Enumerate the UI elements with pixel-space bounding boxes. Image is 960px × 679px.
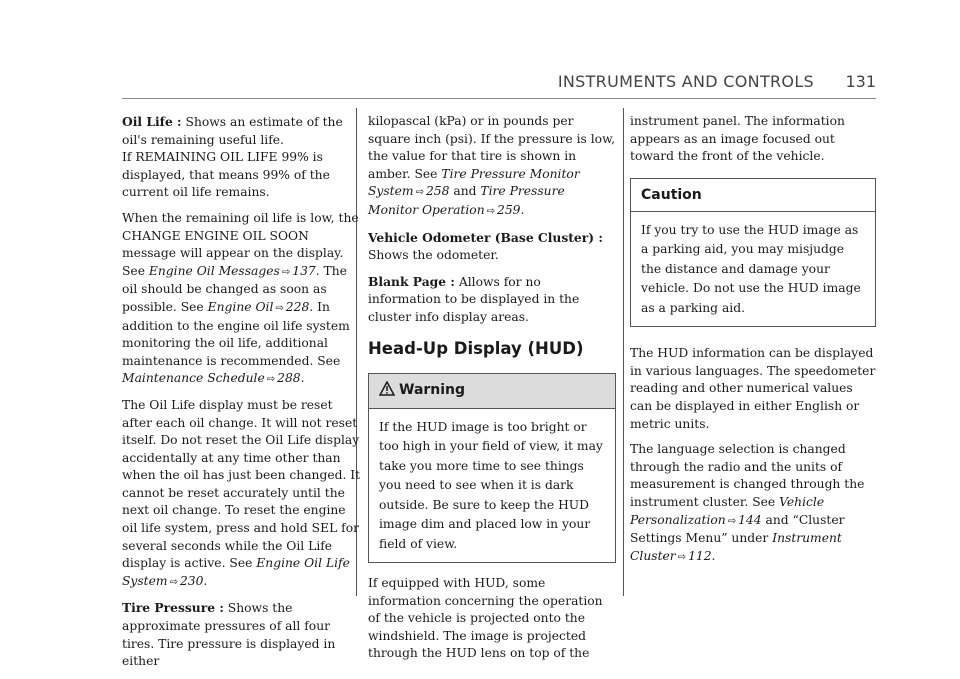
warning-title: Warning [399, 381, 466, 398]
hud-intro-paragraph: If equipped with HUD, some information concerning the operation of the vehicle is projected onto the windshield. The image is projected through the HUD lens on top of the [368, 576, 603, 661]
odometer-paragraph [368, 229, 616, 265]
link-vehicle-personalization[interactable]: Vehicle Personalization [630, 495, 825, 527]
body-text: kilopascal (kPa) or in pounds per square inch (psi). If the pressure is low, the value for that tire is shown in amber. See [368, 114, 616, 181]
caution-box [630, 178, 876, 328]
tire-pressure-continued [368, 113, 616, 221]
page-ref[interactable]: 258 [425, 184, 450, 199]
column-divider [623, 108, 624, 596]
column-2 [368, 113, 616, 671]
page-ref-icon: ⇨ [169, 576, 178, 588]
link-instrument-cluster[interactable]: Instrument Cluster [630, 531, 842, 563]
page-ref-icon: ⇨ [275, 302, 284, 314]
warning-box [368, 373, 616, 564]
link-engine-oil-messages[interactable]: Engine Oil Messages [148, 263, 280, 278]
blank-page-text: Allows for no information to be displayed in the cluster info display areas. [368, 274, 580, 324]
page-ref[interactable]: 230 [179, 573, 204, 588]
tire-pressure-text: Shows the approximate pressures of all four tires. Tire pressure is displayed in either [122, 601, 336, 669]
language-paragraph: The HUD information can be displayed in various languages. The speedometer reading and other numerical values can be displayed in either English or metric units. [630, 346, 876, 431]
body-text: . [300, 371, 305, 386]
page-number: 131 [845, 72, 876, 91]
body-text: and “Cluster Settings Menu” under [630, 512, 845, 546]
caution-body: If you try to use the HUD image as a parking aid, you may misjudge the distance and damage your vehicle. Do not use the HUD image as a parking aid. [641, 222, 861, 315]
page-ref[interactable]: 137 [292, 263, 316, 278]
body-text: . [711, 548, 716, 563]
oil-low-paragraph [122, 210, 362, 389]
page-ref-icon: ⇨ [677, 551, 687, 563]
body-text: and [453, 184, 477, 199]
column-1 [122, 113, 362, 679]
link-engine-oil[interactable]: Engine Oil [207, 299, 274, 314]
page-ref-icon: ⇨ [266, 374, 276, 386]
page-ref[interactable]: 112 [688, 548, 712, 563]
odometer-label: Vehicle Odometer (Base Cluster) : [368, 229, 603, 245]
section-heading-hud: Head-Up Display (HUD) [368, 338, 584, 358]
body-text: . The oil should be changed as soon as possible. See [122, 263, 347, 314]
caution-title: Caution [631, 179, 875, 212]
link-tire-pressure-monitor-system[interactable]: Tire Pressure Monitor System [368, 166, 580, 199]
page-ref[interactable]: 228 [285, 299, 310, 314]
column-3 [630, 113, 876, 574]
oil-life-paragraph [122, 113, 362, 202]
hud-intro-continued: instrument panel. The information appears as an image focused out toward the front of the vehicle. [630, 114, 845, 164]
page-ref-icon: ⇨ [415, 187, 424, 199]
link-maintenance-schedule[interactable]: Maintenance Schedule [122, 371, 265, 386]
body-text: When the remaining oil life is low, the CHANGE ENGINE OIL SOON message will appear on the display. See [122, 210, 359, 278]
odometer-text: Shows the odometer. [368, 248, 499, 263]
oil-life-text: Shows an estimate of the oil's remaining useful life. [122, 115, 343, 147]
warning-body: If the HUD image is too bright or too high in your field of view, it may take you more time to see things you need to see when it is dark outside. Be sure to keep the HUD image dim and placed low in your field of view. [379, 419, 603, 551]
link-tire-pressure-monitor-operation[interactable]: Tire Pressure Monitor Operation [368, 184, 565, 217]
warning-title-bar [369, 374, 615, 409]
page-ref[interactable]: 288 [277, 371, 301, 386]
oil-life-label: Oil Life : [122, 114, 182, 129]
language-selection-paragraph [630, 441, 876, 566]
tire-pressure-paragraph [122, 599, 362, 670]
body-text: . In addition to the engine oil life system monitoring the oil life, additional maintenance is recommended. See [122, 299, 350, 368]
page-ref-icon: ⇨ [486, 205, 496, 217]
page-ref[interactable]: 144 [738, 512, 762, 527]
page-header [122, 72, 876, 99]
blank-page-paragraph [368, 273, 616, 327]
page-ref[interactable]: 259 [497, 202, 521, 217]
body-text: . [203, 573, 208, 588]
warning-triangle-icon [379, 381, 395, 401]
body-text: The language selection is changed through the radio and the units of measurement is changed through the instrument cluster. See [630, 442, 865, 510]
page-ref-icon: ⇨ [281, 266, 291, 278]
tire-pressure-label: Tire Pressure : [122, 600, 224, 616]
blank-page-label: Blank Page : [368, 273, 455, 289]
body-text: The Oil Life display must be reset after each oil change. It will not reset itself. Do not reset the Oil Life display accidentally at any time other than when the oil has just been changed. It cannot be reset accurately until the next oil change. To reset the engine oil life system, press and hold SEL for several seconds while the Oil Life display is active. See [122, 397, 361, 571]
body-text: . [520, 202, 525, 217]
oil-reset-paragraph [122, 397, 362, 592]
page-ref-icon: ⇨ [727, 515, 737, 527]
link-engine-oil-life-system[interactable]: Engine Oil Life System [122, 556, 350, 588]
section-title: INSTRUMENTS AND CONTROLS [557, 72, 814, 91]
oil-life-example: If REMAINING OIL LIFE 99% is displayed, that means 99% of the current oil life remains. [122, 150, 330, 200]
